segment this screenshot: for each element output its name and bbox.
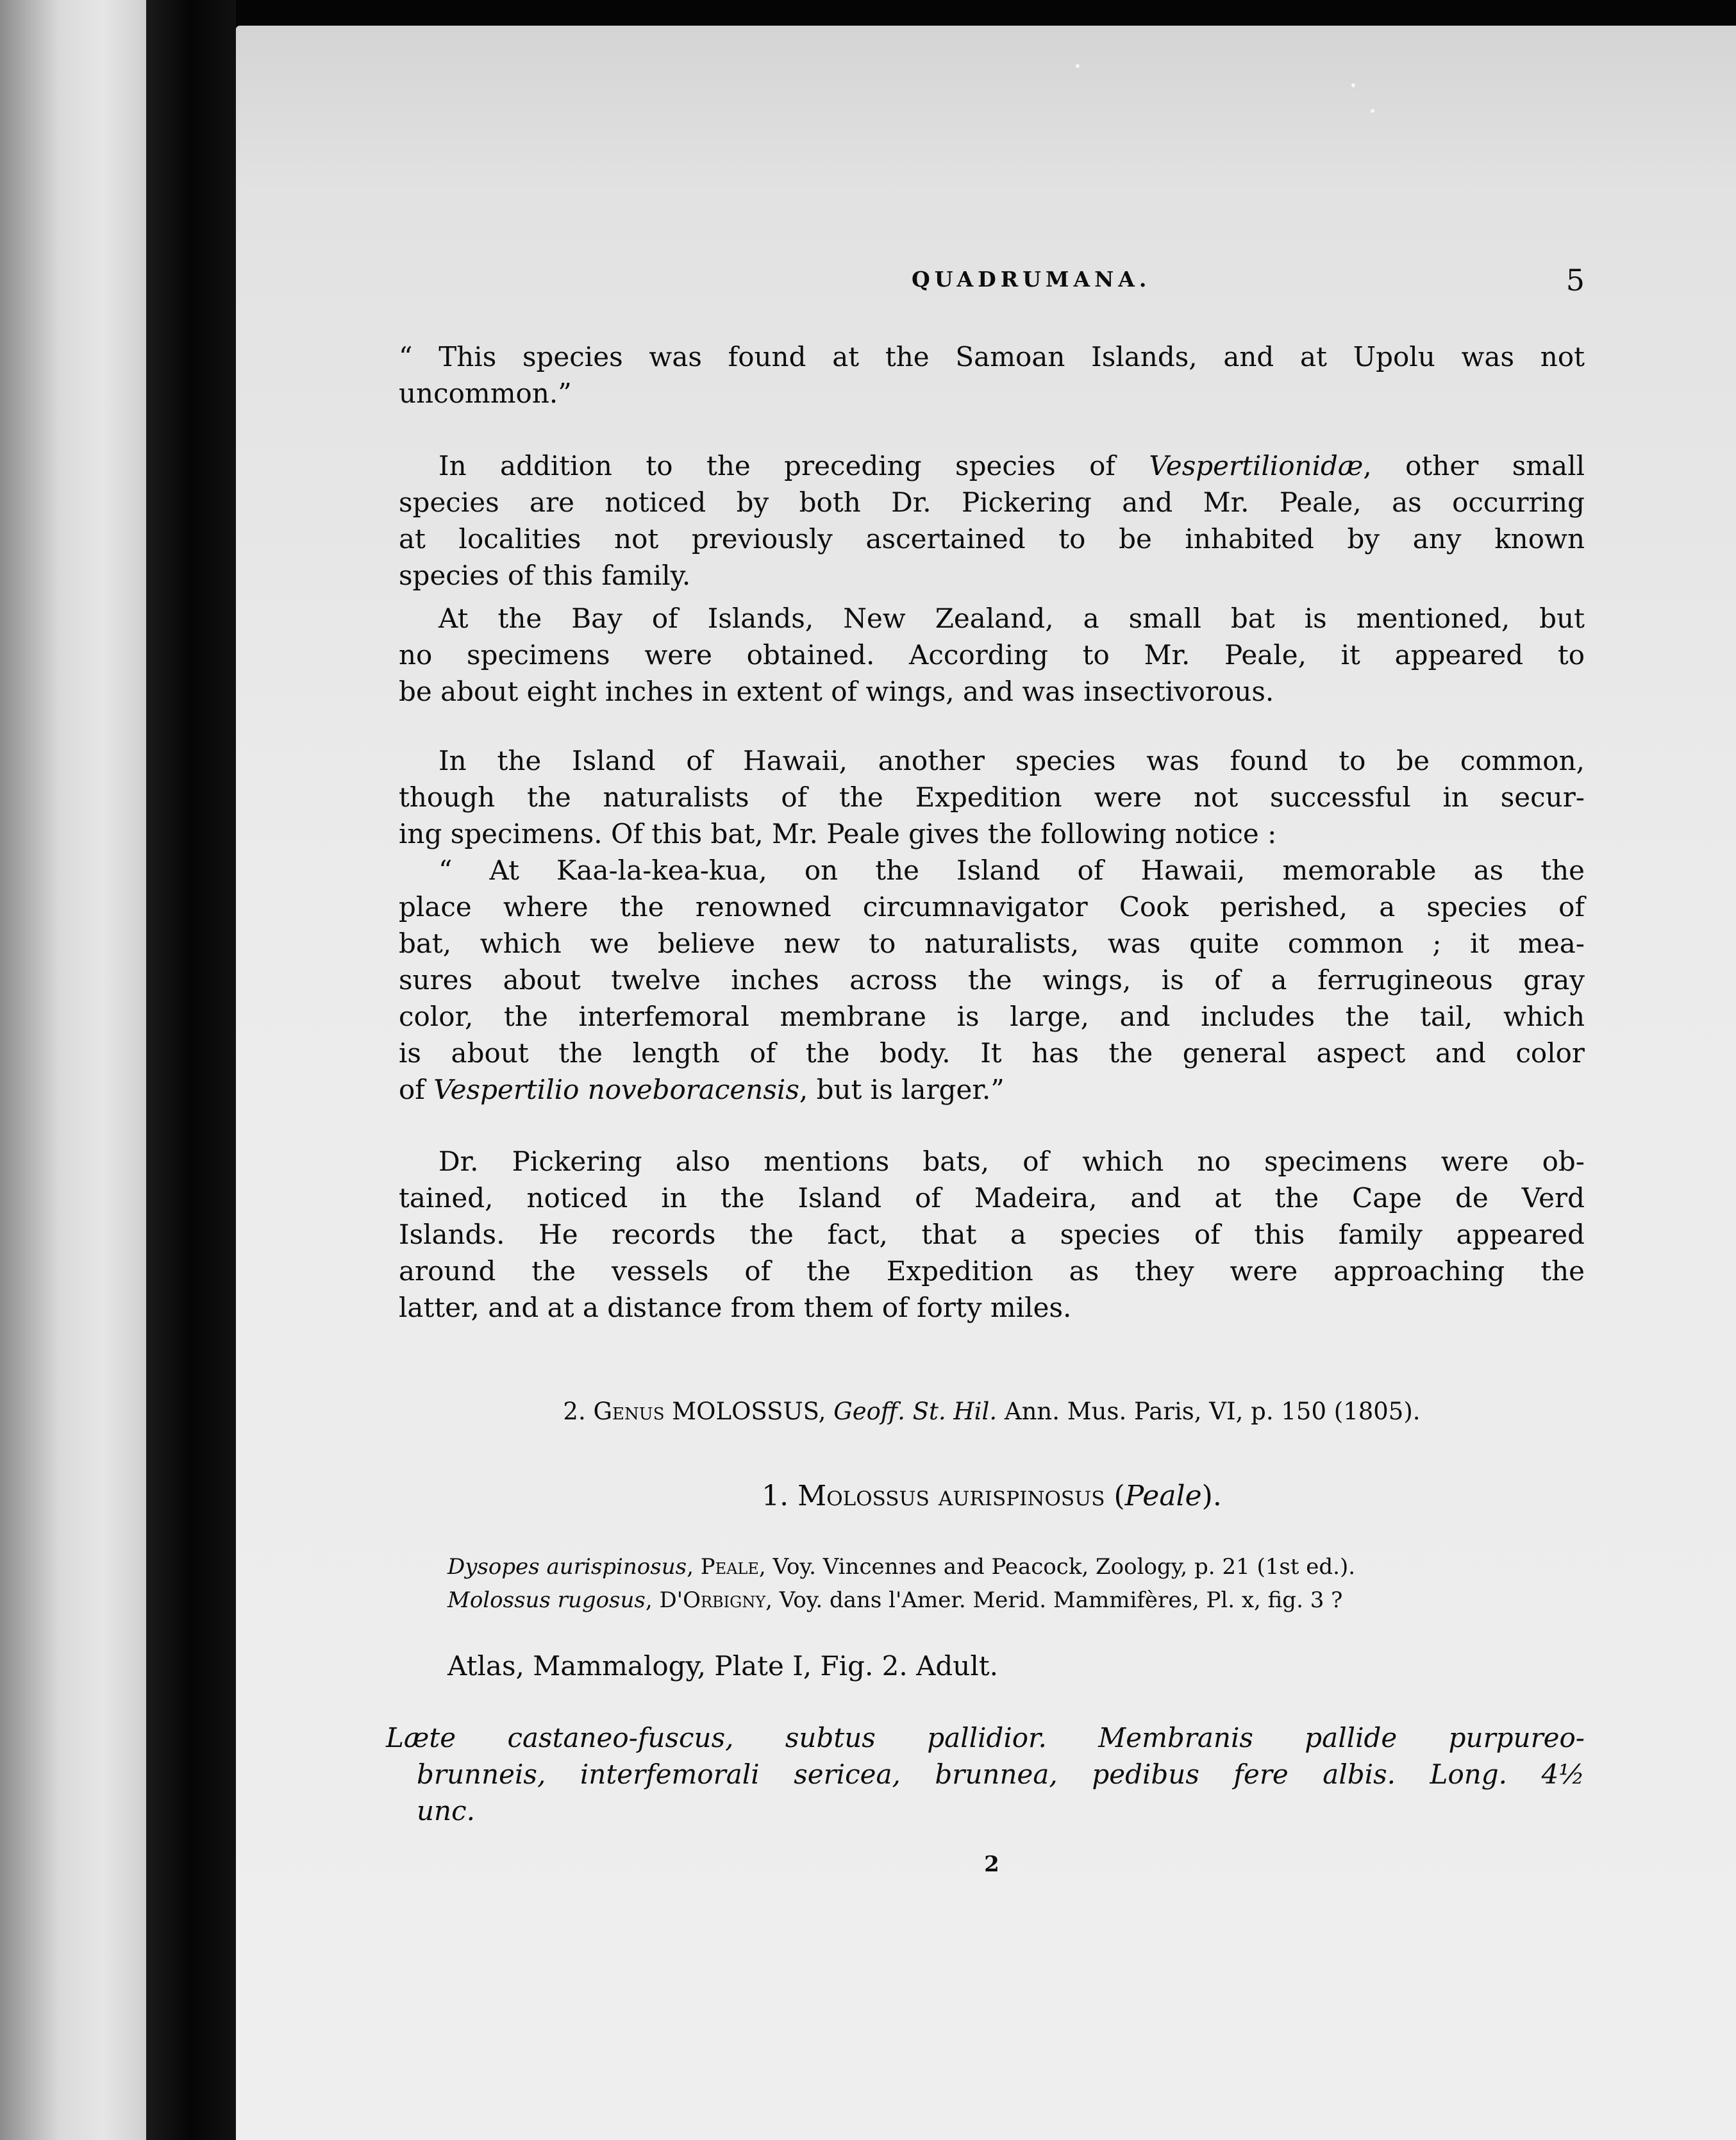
text-line: “ This species was found at the Samoan Islands, and at Upolu was not (399, 341, 1585, 372)
text-line: no specimens were obtained. According to Mr. Peale, it appeared to (399, 639, 1585, 671)
synonym-author: D'Orbigny (659, 1587, 766, 1613)
running-title: QUADRUMANA. (912, 267, 1151, 292)
text-line: uncommon.” (399, 378, 572, 409)
paragraph-new-zealand (399, 600, 1585, 710)
paragraph-hawaii (399, 742, 1585, 852)
text-run: , but is larger.” (799, 1074, 1005, 1105)
species-heading (399, 1480, 1585, 1512)
synonym-entry: Dysopes aurispinosus, Peale, Voy. Vincennes and Peacock, Zoology, p. 21 (1st ed.). (447, 1554, 1356, 1580)
text-line (399, 447, 1585, 484)
text-line: Dr. Pickering also mentions bats, of which no specimens were ob- (438, 1146, 1585, 1177)
text-line: species of this family. (399, 560, 691, 591)
taxon-name: Vespertilionidæ (1149, 450, 1364, 481)
species-paren-open: ( (1105, 1480, 1125, 1512)
synonymy (447, 1550, 1582, 1617)
species-author: Peale (1124, 1480, 1202, 1512)
page (236, 26, 1736, 2140)
species-epithet: aurispinosus (938, 1480, 1105, 1512)
text-line: is about the length of the body. It has the general aspect and color (399, 1037, 1585, 1069)
text-run: In addition to the preceding species of (438, 450, 1149, 481)
text-line: Islands. He records the fact, that a species of this family appeared (399, 1219, 1585, 1250)
text-line: In the Island of Hawaii, another species was found to be common, (438, 745, 1585, 776)
synonym-author: Peale (700, 1554, 759, 1580)
text-line: at localities not previously ascertained to be inhabited by any known (399, 523, 1585, 555)
diagnosis-line: Læte castaneo-fuscus, subtus pallidior. Membranis pallide purpureo- (386, 1722, 1585, 1753)
text-run: , other small (1363, 450, 1585, 481)
diagnosis-line: brunneis, interfemorali sericea, brunnea, pedibus fere albis. Long. 4½ (417, 1759, 1585, 1790)
species-genus: Molossus (797, 1480, 930, 1512)
text-line: species are noticed by both Dr. Pickering and Mr. Peale, as occurring (399, 487, 1585, 518)
text-line: though the naturalists of the Expedition were not successful in secur- (399, 782, 1585, 813)
genus-number: 2. (563, 1398, 594, 1425)
species-number: 1. (762, 1480, 798, 1512)
text-line (399, 1071, 1585, 1108)
genus-author: Geoff. St. Hil. (833, 1398, 997, 1425)
text-line: color, the interfemoral membrane is large, and includes the tail, which (399, 1001, 1585, 1032)
text-line: “ At Kaa-la-kea-kua, on the Island of Hawaii, memorable as the (438, 855, 1585, 886)
signature-mark: 2 (984, 1852, 999, 1877)
page-number: 5 (1565, 263, 1585, 297)
taxon-name: Vespertilio noveboracensis (433, 1074, 799, 1105)
facing-page-edge (0, 0, 146, 2140)
scan-speck (1076, 64, 1080, 68)
synonym-name: Molossus rugosus (447, 1587, 646, 1613)
text-line: around the vessels of the Expedition as they were approaching the (399, 1255, 1585, 1287)
paragraph-peale-notice (399, 852, 1585, 1108)
text-line: latter, and at a distance from them of forty miles. (399, 1292, 1072, 1323)
paragraph-vespertilionidae (399, 447, 1585, 594)
scan-speck (1371, 109, 1374, 113)
text-line: place where the renowned circumnavigator Cook perished, a species of (399, 891, 1585, 923)
genus-name: MOLOSSUS, (664, 1398, 834, 1425)
text-line: At the Bay of Islands, New Zealand, a small bat is mentioned, but (438, 603, 1585, 634)
atlas-reference: Atlas, Mammalogy, Plate I, Fig. 2. Adult. (447, 1650, 999, 1682)
text-run: of (399, 1074, 434, 1105)
diagnosis-line: unc. (417, 1795, 475, 1827)
text-line: be about eight inches in extent of wings, and was insectivorous. (399, 676, 1274, 707)
genus-citation: Ann. Mus. Paris, VI, p. 150 (1805). (997, 1398, 1421, 1425)
paragraph-pickering-bats (399, 1143, 1585, 1326)
synonym-reference: , Voy. dans l'Amer. Merid. Mammifères, Pl. x, fig. 3 ? (765, 1587, 1343, 1613)
synonym-name: Dysopes aurispinosus (447, 1554, 687, 1580)
latin-diagnosis (386, 1719, 1585, 1829)
text-line: ing specimens. Of this bat, Mr. Peale gives the following notice : (399, 818, 1277, 849)
genus-label: Genus (593, 1398, 665, 1425)
text-line: tained, noticed in the Island of Madeira, and at the Cape de Verd (399, 1182, 1585, 1214)
paragraph-quote-samoa (399, 339, 1585, 412)
genus-heading (399, 1398, 1585, 1425)
text-line: bat, which we believe new to naturalists, was quite common ; it mea- (399, 928, 1585, 959)
species-paren-close: ). (1201, 1480, 1222, 1512)
book-gutter (146, 0, 236, 2140)
synonym-reference: , Voy. Vincennes and Peacock, Zoology, p. 21 (1st ed.). (758, 1554, 1356, 1580)
running-head (399, 263, 1585, 301)
text-line: sures about twelve inches across the wings, is of a ferrugineous gray (399, 964, 1585, 996)
synonym-entry: Molossus rugosus, D'Orbigny, Voy. dans l'Amer. Merid. Mammifères, Pl. x, fig. 3 ? (447, 1587, 1343, 1613)
scan-speck (1351, 83, 1355, 87)
